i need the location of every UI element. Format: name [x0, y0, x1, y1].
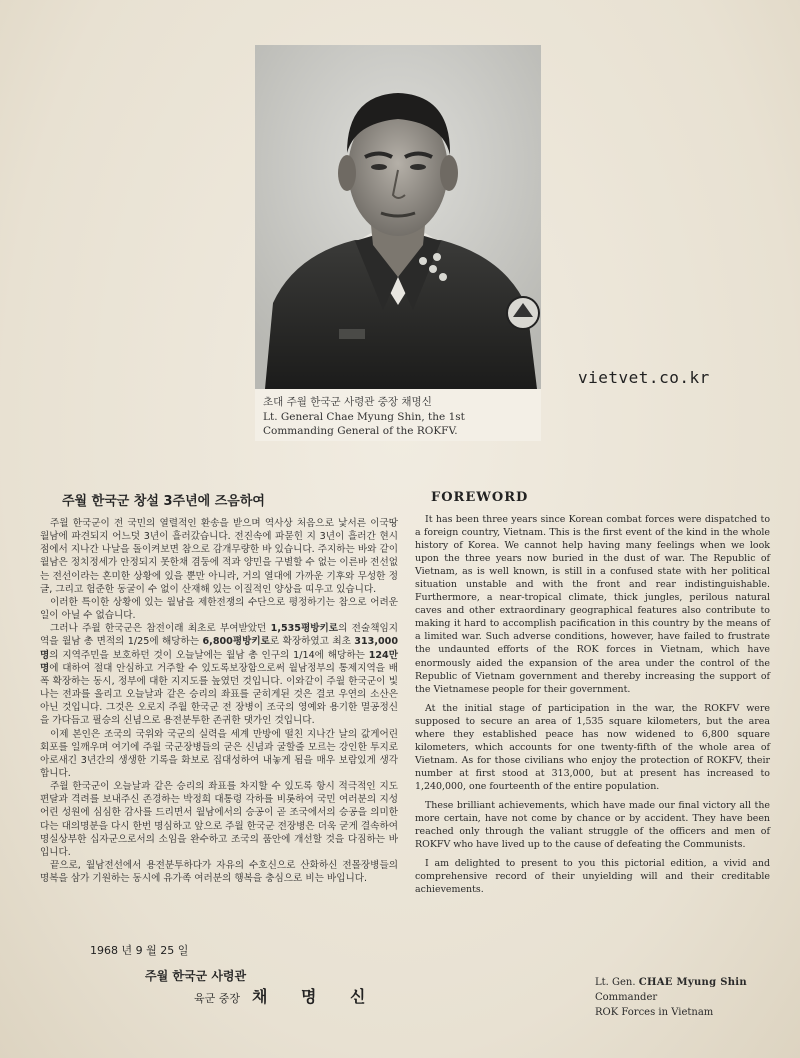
english-paragraph-1: It has been three years since Korean combat forces were dispatched to a foreign country, Vietnam. This is the first event of the kind in the whole history of Korea. We cannot help having many feelings when we look upon the three years now buried in the dust of war. The Republic of Vietnam, as is well known, is still in a confused state with her political situation unstable and with the front and rear indistinguishable. Furthermore, a near-tropical climate, thick jungles, perilous natural caves and other extraordinary geographical features also contribute to making it hard to accomplish pacification in this country by the means of a limited war. Such adverse conditions, however, have failed to frustrate the undaunted efforts of the ROK forces in Vietnam, which have enormously aided the expansion of the area under the control of the Republic of Vietnam government and thereby increasing the support of the Vietnamese people for their government.	[415, 514, 770, 695]
site-watermark: vietvet.co.kr	[578, 368, 710, 387]
english-paragraph-4: I am delighted to present to you this pictorial edition, a vivid and comprehensive record of their unyielding will and their creditable achievements.	[415, 858, 770, 896]
english-column	[415, 490, 770, 902]
english-signature-name-line: Lt. Gen. CHAE Myung Shin	[595, 977, 747, 988]
korean-column	[40, 490, 398, 885]
english-signature-title: Commander	[595, 992, 658, 1003]
english-signature-unit: ROK Forces in Vietnam	[595, 1007, 714, 1018]
english-paragraph-3: These brilliant achievements, which have made our final victory all the more certain, have not come by chance or by accident. They have been reached only through the valiant struggle of the officers and men of ROKFV who have lived up to the cause of defeating the Communists.	[415, 799, 770, 851]
caption-english-line1: Lt. General Chae Myung Shin, the 1st	[263, 411, 465, 423]
caption-korean: 초대 주월 한국군 사령관 중장 채명신	[263, 396, 432, 408]
english-title: FOREWORD	[431, 490, 529, 505]
korean-date: 1968 년 9 월 25 일	[90, 944, 189, 957]
korean-signature-rank: 육군 중장	[194, 992, 241, 1005]
korean-paragraph-3: 그러나 주월 한국군은 참전이래 최초로 부여받았던 1,535평방키로의 전술책임지역을 월남 총 면적의 1/25에 해당하는 6,800평방키로로 확장하였고 최초 313,000명의 지역주민을 보호하던 것이 오늘날에는 월남 총 인구의 1/14에 해당하는 124만명에 대하여 절대 안심하고 거주할 수 있도록보장함으로써 월남정부의 통제지역을 배폭 확장하는 동시, 정부에 대한 지지도를 높였던 것입니다. 이와같이 주월 한국군이 빛나는 전과를 올리고 오늘날과 같은 승리의 좌표를 굳히게된 것은 결코 우연의 소산은 아닌 것입니다. 그것은 오로지 주월 한국군 전 장병이 조국의 영예와 용기한 멸공정신을 가다듬고 필승의 신념으로 용전분투한 존귀한 댓가인 것입니다.	[40, 623, 399, 727]
korean-paragraph-2: 이러한 특이한 상황에 있는 월남을 제한전쟁의 수단으로 평정하기는 참으로 어려운 일이 아닐 수 없습니다.	[40, 596, 398, 622]
korean-signature-name: 채 명 신	[252, 987, 380, 1006]
english-signature	[595, 975, 747, 1020]
korean-paragraph-5: 주월 한국군이 오늘날과 같은 승리의 좌표를 차지할 수 있도록 항시 적극적인 지도편달과 격려를 보내주신 존경하는 박정희 대통령 각하를 비롯하여 국민 여러분의 지성어린 성원에 심심한 감사를 드리면서 월남에서의 승공이 곧 조국에서의 승공을 의미한다는 대의명분을 다시 한번 명심하고 앞으로 주월 한국군 전장병은 더욱 굳게 결속하여 명실상부한 십자군으로서의 소임을 완수하고 조국의 품안에 개선할 것을 다짐하는 바입니다.	[40, 781, 399, 858]
korean-signature-org: 주월 한국군 사령관	[145, 969, 247, 983]
caption-english-line2: Commanding General of the ROKFV.	[263, 424, 458, 437]
korean-paragraph-1: 주월 한국군이 전 국민의 열렬적인 환송을 받으며 역사상 처음으로 낯서른 이국땅 월남에 파견되지 어느덧 3년이 흘러갔습니다. 전진속에 파묻힌 지 3년이 흘러간 현시점에서 지나간 나날을 돌이켜보면 참으로 감개무량한 바 있습니다. 주지하는 바와 같이 월남은 정치정세가 안정되지 못한채 겸둥에 적과 양민을 구별할 수 없는 이른바 전선없는 전선이라는 혼미한 상황에 있을 뿐만 아니라, 거의 열대에 가까운 기후와 무성한 정글, 그리고 험준한 동굴이 수 없이 산재해 있는 이질적인 양상을 띠우고 있습니다.	[40, 518, 398, 595]
korean-paragraph-6: 끝으로, 월남전선에서 용전분투하다가 자유의 수호신으로 산화하신 전몰장병들의 명복을 삼가 기원하는 동시에 유가족 여러분의 행복을 충심으로 비는 바입니다.	[40, 860, 398, 885]
korean-title: 주월 한국군 창설 3주년에 즈음하여	[62, 494, 265, 509]
english-paragraph-2: At the initial stage of participation in the war, the ROKFV were supposed to secure an area of 1,535 square kilometers, but the area where they established peace has now widened to 6,800 square kilometers, which accounts for one twenty-fifth of the whole area of Vietnam. As for those civilians who enjoy the protection of ROKFV, their number at first stood at 313,000, but at present has increased to 1,240,000, one fourteenth of the entire population.	[415, 702, 770, 792]
korean-paragraph-4: 이제 본인은 조국의 국위와 국군의 실력을 세계 만방에 떨친 지나간 날의 값게어린 회포를 일깨우며 여기에 주월 국군장병들의 굳은 신념과 굴할줄 모르는 강인한 투지로 아로새긴 3년간의 생생한 기록을 화보로 집대성하여 내놓게 됨을 매우 보람있게 생각합니다.	[40, 728, 399, 779]
photo-caption	[263, 395, 533, 438]
portrait-block	[255, 45, 541, 441]
portrait-image	[255, 45, 541, 389]
portrait-photo	[255, 45, 541, 389]
